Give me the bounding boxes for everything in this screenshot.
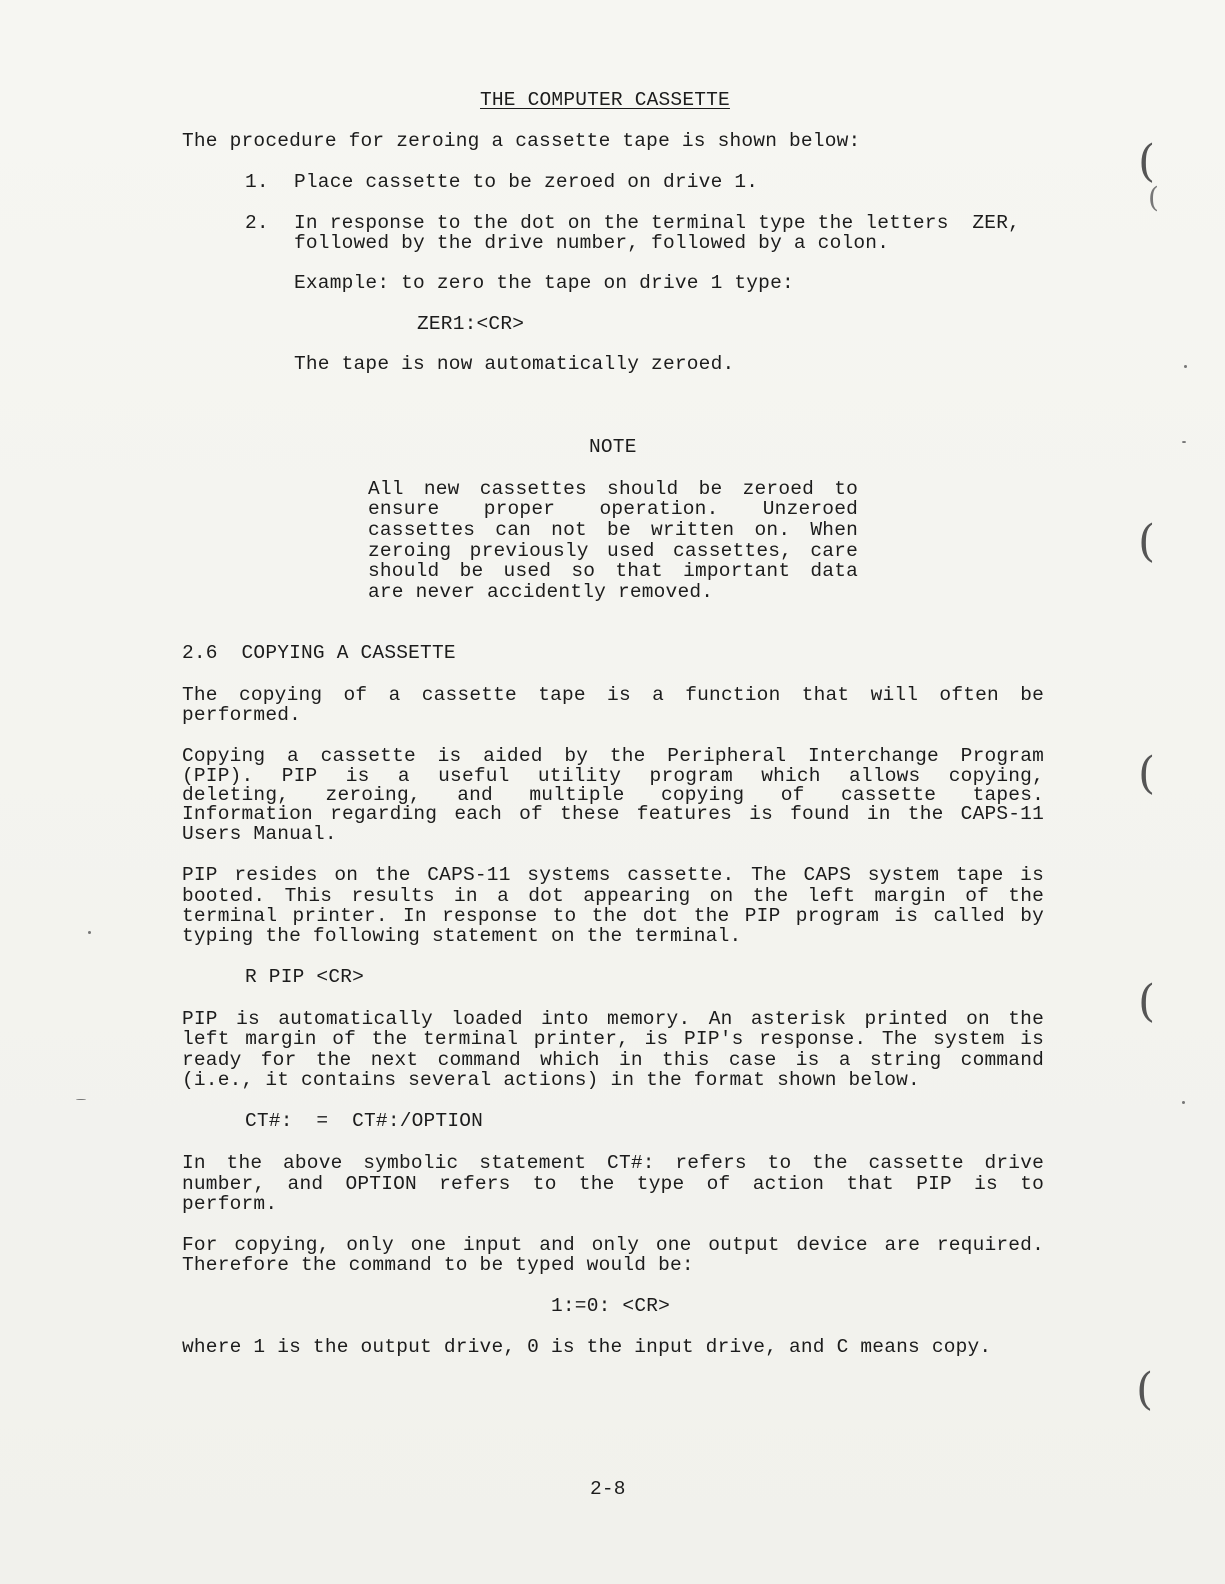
paragraph-line: PIP resides on the CAPS-11 systems cassette. The CAPS system tape is — [182, 864, 1044, 886]
step-text: Place cassette to be zeroed on drive 1. — [294, 171, 759, 193]
scan-speck — [76, 1099, 86, 1100]
command-line: CT#: = CT#:/OPTION — [245, 1110, 484, 1132]
paragraph-line: booted. This results in a dot appearing on the left margin of the — [182, 885, 1044, 907]
example-label: Example: to zero the tape on drive 1 type: — [294, 272, 794, 294]
paragraph-line: (i.e., it contains several actions) in the format shown below. — [182, 1069, 920, 1091]
paragraph-line: left margin of the terminal printer, is PIP's response. The system is — [182, 1028, 1044, 1050]
note-line: ensure proper operation. Unzeroed — [368, 498, 858, 520]
step-text: followed by the drive number, followed by a colon. — [294, 232, 890, 254]
scan-speck — [1184, 365, 1187, 368]
paragraph-line: The copying of a cassette tape is a function that will often be — [182, 684, 1044, 706]
paragraph-line: deleting, zeroing, and multiple copying of cassette tapes. — [182, 784, 1044, 806]
paragraph-line: ready for the next command which in this case is a string command — [182, 1049, 1044, 1071]
binder-mark-icon: ( — [1138, 516, 1156, 567]
binder-mark-icon: ( — [1136, 1364, 1154, 1415]
closing-text: where 1 is the output drive, 0 is the input drive, and C means copy. — [182, 1336, 992, 1358]
paragraph-line: perform. — [182, 1193, 278, 1215]
paragraph-line: In the above symbolic statement CT#: refers to the cassette drive — [182, 1152, 1044, 1174]
paragraph-line: (PIP). PIP is a useful utility program which allows copying, — [182, 765, 1044, 787]
paragraph-line: Users Manual. — [182, 823, 337, 845]
example-command: ZER1:<CR> — [417, 313, 525, 335]
note-line: All new cassettes should be zeroed to — [368, 478, 858, 500]
paragraph-line: Information regarding each of these features is found in the CAPS-11 — [182, 803, 1044, 825]
example-result: The tape is now automatically zeroed. — [294, 353, 735, 375]
page-number: 2-8 — [590, 1478, 626, 1500]
scan-speck — [88, 931, 91, 934]
section-heading: 2.6 COPYING A CASSETTE — [182, 642, 456, 664]
intro-text: The procedure for zeroing a cassette tape is shown below: — [182, 130, 861, 152]
paragraph-line: Copying a cassette is aided by the Peripheral Interchange Program — [182, 745, 1044, 767]
paragraph-line: PIP is automatically loaded into memory. An asterisk printed on the — [182, 1008, 1044, 1030]
paragraph-line: terminal printer. In response to the dot the PIP program is called by — [182, 905, 1044, 927]
note-heading: NOTE — [589, 436, 637, 458]
note-line: should be used so that important data — [368, 560, 858, 582]
step-text: In response to the dot on the terminal type the letters ZER, — [294, 212, 1021, 234]
step-number: 2. — [245, 212, 269, 234]
paragraph-line: number, and OPTION refers to the type of action that PIP is to — [182, 1173, 1044, 1195]
binder-mark-icon: ( — [1138, 748, 1156, 799]
command-line: R PIP <CR> — [245, 966, 365, 988]
paragraph-line: Therefore the command to be typed would be: — [182, 1254, 694, 1276]
scan-speck — [1182, 1101, 1185, 1104]
note-line: cassettes can not be written on. When — [368, 519, 858, 541]
page-title: THE COMPUTER CASSETTE — [480, 89, 730, 111]
binder-mark-icon: ( — [1138, 976, 1156, 1027]
paragraph-line: For copying, only one input and only one output device are required. — [182, 1234, 1044, 1256]
binder-mark-icon: ( — [1148, 181, 1159, 214]
paragraph-line: typing the following statement on the terminal. — [182, 925, 742, 947]
scan-speck — [1182, 441, 1186, 443]
note-line: are never accidently removed. — [368, 581, 714, 603]
paragraph-line: performed. — [182, 704, 302, 726]
command-line: 1:=0: <CR> — [551, 1295, 671, 1317]
step-number: 1. — [245, 171, 269, 193]
note-line: zeroing previously used cassettes, care — [368, 540, 858, 562]
binder-mark-icon: ( — [1138, 136, 1156, 187]
